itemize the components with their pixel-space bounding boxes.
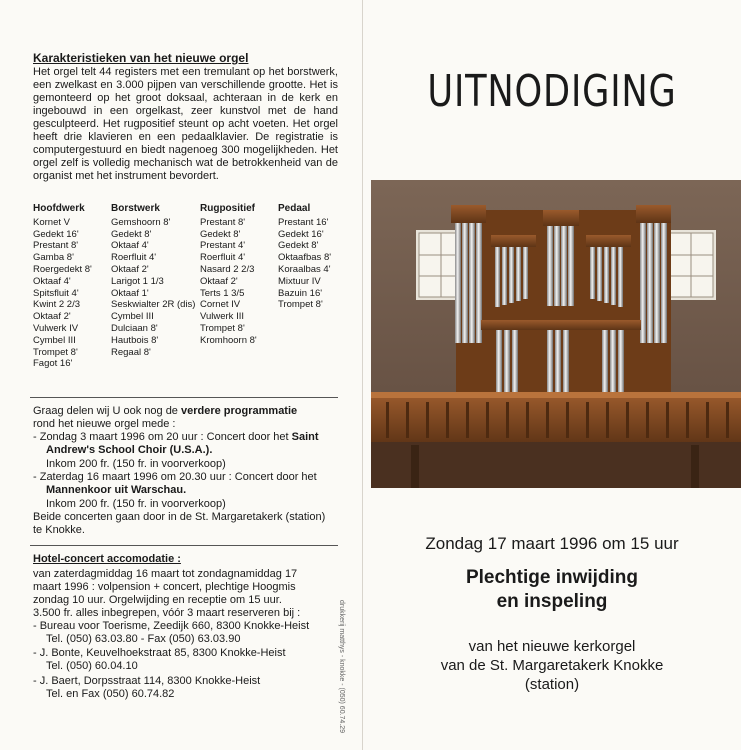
stop-item: Roerfluit 4' — [200, 252, 246, 264]
stop-item: Oktaaf 1' — [111, 287, 149, 299]
reservation-3-tel: Tel. en Fax (050) 60.74.82 — [46, 688, 175, 700]
subtitle-line-3: (station) — [524, 676, 580, 693]
stops-heading: Borstwerk — [111, 203, 160, 214]
right-panel — [363, 0, 741, 750]
stop-item: Mixtuur IV — [278, 275, 321, 287]
stop-item: Trompet 8' — [278, 299, 323, 311]
stop-item: Trompet 8' — [33, 346, 78, 358]
stops-hoofdwerk — [33, 203, 92, 370]
stop-item: Gedekt 8' — [111, 228, 152, 240]
stop-item: Larigot 1 1/3 — [111, 275, 164, 287]
stop-item: Oktaafbas 8' — [278, 252, 332, 264]
stop-item: Gedekt 8' — [200, 228, 241, 240]
stop-item: Trompet 8' — [200, 322, 245, 334]
stop-item: Dulciaan 8' — [111, 322, 158, 334]
stop-item: Vulwerk IV — [33, 322, 79, 334]
stop-item: Cornet IV — [200, 299, 241, 311]
concert-1-choir: Andrew's School Choir (U.S.A.). — [46, 444, 213, 456]
concert-1: - Zondag 3 maart 1996 om 20 uur : Concert door het Saint — [33, 431, 319, 443]
headline-line-1: Plechtige inwijding — [465, 567, 639, 588]
concert-2-price: Inkom 200 fr. (150 fr. in voorverkoop) — [46, 498, 226, 510]
reservation-3: - J. Baert, Dorpsstraat 114, 8300 Knokke-Heist — [33, 675, 261, 687]
stop-item: Kwint 2 2/3 — [33, 299, 80, 311]
stops-pedaal — [278, 203, 331, 311]
venue: Beide concerten gaan door in de St. Margaretakerk (station) — [33, 511, 326, 523]
stop-item: Oktaaf 4' — [111, 240, 149, 252]
stop-item: Roerfluit 4' — [111, 252, 157, 264]
hotel-line: maart 1996 : volpension + concert, plechtige Hoogmis — [33, 581, 296, 593]
hotel-title: Hotel-concert accomodatie : — [33, 553, 181, 565]
stop-item: Kornet V — [33, 216, 70, 228]
features-title: Karakteristieken van het nieuwe orgel — [33, 51, 249, 65]
stop-item: Terts 1 3/5 — [200, 287, 245, 299]
features-text: Het orgel telt 44 registers met een tremulant op het borstwerk, een zwelkast en 3.000 pijpen van verschillende grootte. Het is gemonteerd op het groot doksaal, achteraan in de kerk en ingebouwd in een orgelkast, zeer kunstvol met de hand gesculpteerd. Het rugpositief steunt op acht voeten. Het orgel heeft drie klavieren en een pedaalklavier. De registratie is computergestuurd en biedt nagenoeg 300 mogelijkheden. Het orgel zelf is volledig mechanisch wat de betrokkenheid van de organist met het instrument bevordert. — [33, 66, 338, 182]
stop-item: Seskwialter 2R (dis) — [111, 299, 196, 311]
stop-item: Fagot 16' — [33, 358, 73, 370]
stop-item: Spitsfluit 4' — [33, 287, 79, 299]
stop-item: Gedekt 16' — [33, 228, 79, 240]
stop-item: Oktaaf 2' — [200, 275, 238, 287]
subtitle-line-2: van de St. Margaretakerk Knokke — [440, 657, 664, 674]
hotel-line: zondag 10 uur. Orgelwijding en receptie om 15 uur. — [33, 594, 282, 606]
divider — [30, 545, 338, 546]
left-panel — [0, 0, 362, 750]
event-date: Zondag 17 maart 1996 om 15 uur — [425, 534, 679, 553]
hotel-line: van zaterdagmiddag 16 maart tot zondagnamiddag 17 — [33, 568, 298, 580]
concert-2-choir: Mannenkoor uit Warschau. — [46, 484, 187, 496]
stop-item: Gedekt 16' — [278, 228, 324, 240]
organ-illustration — [371, 180, 741, 488]
stop-item: Regaal 8' — [111, 346, 151, 358]
divider — [30, 397, 338, 398]
subtitle-line-1: van het nieuwe kerkorgel — [468, 638, 636, 655]
stops-rugpositief — [200, 203, 257, 347]
reservation-2: - J. Bonte, Keuvelhoekstraat 85, 8300 Knokke-Heist — [33, 647, 286, 659]
hotel-line: 3.500 fr. alles inbegrepen, vóór 3 maart reserveren bij : — [33, 607, 301, 619]
event-headline — [363, 566, 741, 614]
program-intro: Graag delen wij U ook nog de verdere programmatie — [33, 405, 298, 417]
stops-heading: Rugpositief — [200, 203, 255, 214]
stop-item: Hautbois 8' — [111, 334, 159, 346]
concert-2: - Zaterdag 16 maart 1996 om 20.30 uur : Concert door het — [33, 471, 317, 483]
headline-line-2: en inspeling — [496, 591, 608, 612]
stop-item: Cymbel III — [111, 311, 154, 323]
program-intro-2: rond het nieuwe orgel mede : — [33, 418, 176, 430]
stop-item: Prestant 16' — [278, 216, 329, 228]
stops-heading: Hoofdwerk — [33, 203, 85, 214]
stop-item: Vulwerk III — [200, 311, 244, 323]
stop-item: Roergedekt 8' — [33, 263, 92, 275]
stop-item: Prestant 8' — [200, 216, 246, 228]
invitation-title: UITNODIGING — [427, 66, 677, 117]
organ-photo — [371, 180, 741, 488]
stop-item: Gamba 8' — [33, 252, 74, 264]
stops-borstwerk — [111, 203, 195, 358]
stop-item: Prestant 8' — [33, 240, 79, 252]
stop-item: Oktaaf 2' — [33, 311, 71, 323]
reservation-2-tel: Tel. (050) 60.04.10 — [46, 660, 138, 672]
reservation-1-tel: Tel. (050) 63.03.80 - Fax (050) 63.03.90 — [46, 633, 241, 645]
stop-item: Bazuin 16' — [278, 287, 323, 299]
stop-item: Oktaaf 2' — [111, 263, 149, 275]
stop-item: Oktaaf 4' — [33, 275, 71, 287]
stops-heading: Pedaal — [278, 203, 311, 214]
concert-1-price: Inkom 200 fr. (150 fr. in voorverkoop) — [46, 458, 226, 470]
venue-2: te Knokke. — [33, 524, 85, 536]
stop-item: Kromhoorn 8' — [200, 334, 257, 346]
stop-item: Cymbel III — [33, 334, 76, 346]
stop-item: Nasard 2 2/3 — [200, 263, 255, 275]
stop-item: Gedekt 8' — [278, 240, 319, 252]
stop-item: Prestant 4' — [200, 240, 246, 252]
event-subtitle — [363, 637, 741, 694]
stop-item: Koraalbas 4' — [278, 263, 331, 275]
printer-credit: drukkerij matthys - knokke - (050) 60.74.29 — [338, 600, 345, 734]
stop-item: Gemshoorn 8' — [111, 216, 171, 228]
reservation-1: - Bureau voor Toerisme, Zeedijk 660, 8300 Knokke-Heist — [33, 620, 310, 632]
